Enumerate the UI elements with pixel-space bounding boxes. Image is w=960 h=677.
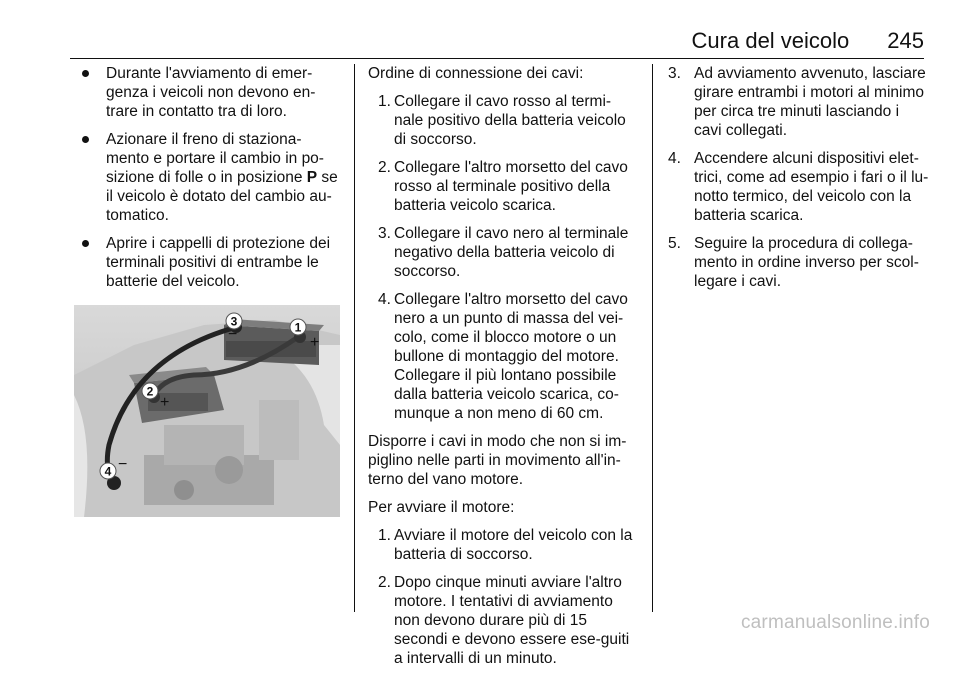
connection-steps — [368, 92, 636, 423]
bullet-icon — [82, 70, 89, 77]
list-item — [368, 290, 636, 423]
step-number: 4. — [668, 150, 681, 167]
step-number: 2. — [378, 159, 391, 176]
callout-label: 1 — [294, 320, 302, 335]
list-item — [368, 224, 636, 281]
column-divider — [652, 64, 653, 612]
bullet-item — [74, 234, 344, 291]
step-number: 3. — [378, 225, 391, 242]
column-2 — [368, 64, 636, 677]
step-text: Accendere alcuni dispositivi elet-trici, come ad esempio i fari o il lu-notto termico, del veicolo con la batteria scarica. — [694, 150, 929, 224]
connection-order-intro: Ordine di connessione dei cavi: — [368, 65, 584, 82]
watermark: carmanualsonline.info — [740, 612, 930, 633]
callout-label: 3 — [230, 314, 238, 329]
callout-label: 4 — [104, 464, 112, 479]
bullet-list — [74, 64, 344, 291]
page-header — [70, 24, 924, 59]
section-title: Cura del veicolo — [691, 28, 850, 53]
positive-sign: + — [310, 334, 320, 351]
step-text: Collegare l'altro morsetto del cavo nero a un punto di massa del vei-colo, come il blocco motore o un bullone di montaggio del motore. Collegare il più lontano possibile dalla batteria veicolo scarica, co-munque a non meno di 60 cm. — [394, 291, 628, 422]
cable-routing-note: Disporre i cavi in modo che non si im-piglino nelle parti in movimento all'in-terno del vano motore. — [368, 433, 627, 488]
column-divider — [354, 64, 355, 612]
column-3 — [668, 64, 930, 300]
column-1 — [74, 64, 344, 517]
positive-sign: + — [160, 394, 170, 411]
list-item — [368, 526, 636, 564]
negative-sign: − — [118, 456, 128, 473]
step-text: Dopo cinque minuti avviare l'altro motore. I tentativi di avviamento non devono durare più di 15 secondi e devono essere ese-guiti a intervalli di un minuto. — [394, 574, 630, 667]
bullet-text: Azionare il freno di staziona-mento e portare il cambio in po-sizione di folle o in posizione — [106, 131, 324, 186]
step-text: Collegare il cavo rosso al termi-nale positivo della batteria veicolo di soccorso. — [394, 93, 626, 148]
callout-label: 2 — [146, 384, 154, 399]
bullet-icon — [82, 240, 89, 247]
step-number: 1. — [378, 527, 391, 544]
step-number: 2. — [378, 574, 391, 591]
list-item — [668, 234, 930, 291]
jump-start-diagram — [74, 305, 340, 517]
start-steps — [368, 526, 636, 668]
start-engine-intro: Per avviare il motore: — [368, 499, 515, 516]
list-item — [668, 149, 930, 225]
bullet-text: Aprire i cappelli di protezione dei terminali positivi di entrambe le batterie del veicolo. — [106, 235, 331, 290]
gear-position-p: P — [306, 169, 318, 186]
step-text: Seguire la procedura di collega-mento in ordine inverso per scol-legare i cavi. — [694, 235, 919, 290]
step-text: Avviare il motore del veicolo con la batteria di soccorso. — [394, 527, 633, 563]
step-text: Collegare l'altro morsetto del cavo rosso al terminale positivo della batteria veicolo scarica. — [394, 159, 628, 214]
step-number: 3. — [668, 65, 681, 82]
continued-steps — [668, 64, 930, 291]
negative-sign: − — [228, 326, 238, 343]
bullet-item — [74, 130, 344, 225]
page-number: 245 — [887, 28, 924, 53]
list-item — [668, 64, 930, 140]
step-number: 1. — [378, 93, 391, 110]
list-item — [368, 92, 636, 149]
bullet-item — [74, 64, 344, 121]
step-number: 4. — [378, 291, 391, 308]
list-item — [368, 573, 636, 668]
step-number: 5. — [668, 235, 681, 252]
step-text: Ad avviamento avvenuto, lasciare girare entrambi i motori al minimo per circa tre minuti lasciando i cavi collegati. — [694, 65, 926, 139]
bullet-icon — [82, 136, 89, 143]
step-text: Collegare il cavo nero al terminale negativo della batteria veicolo di soccorso. — [394, 225, 629, 280]
engine-bay-illustration — [74, 305, 340, 517]
list-item — [368, 158, 636, 215]
bullet-text: Durante l'avviamento di emer-genza i veicoli non devono en-trare in contatto tra di loro. — [106, 65, 316, 120]
bullet-text: se il veicolo è dotato del cambio au-tomatico. — [106, 169, 338, 224]
